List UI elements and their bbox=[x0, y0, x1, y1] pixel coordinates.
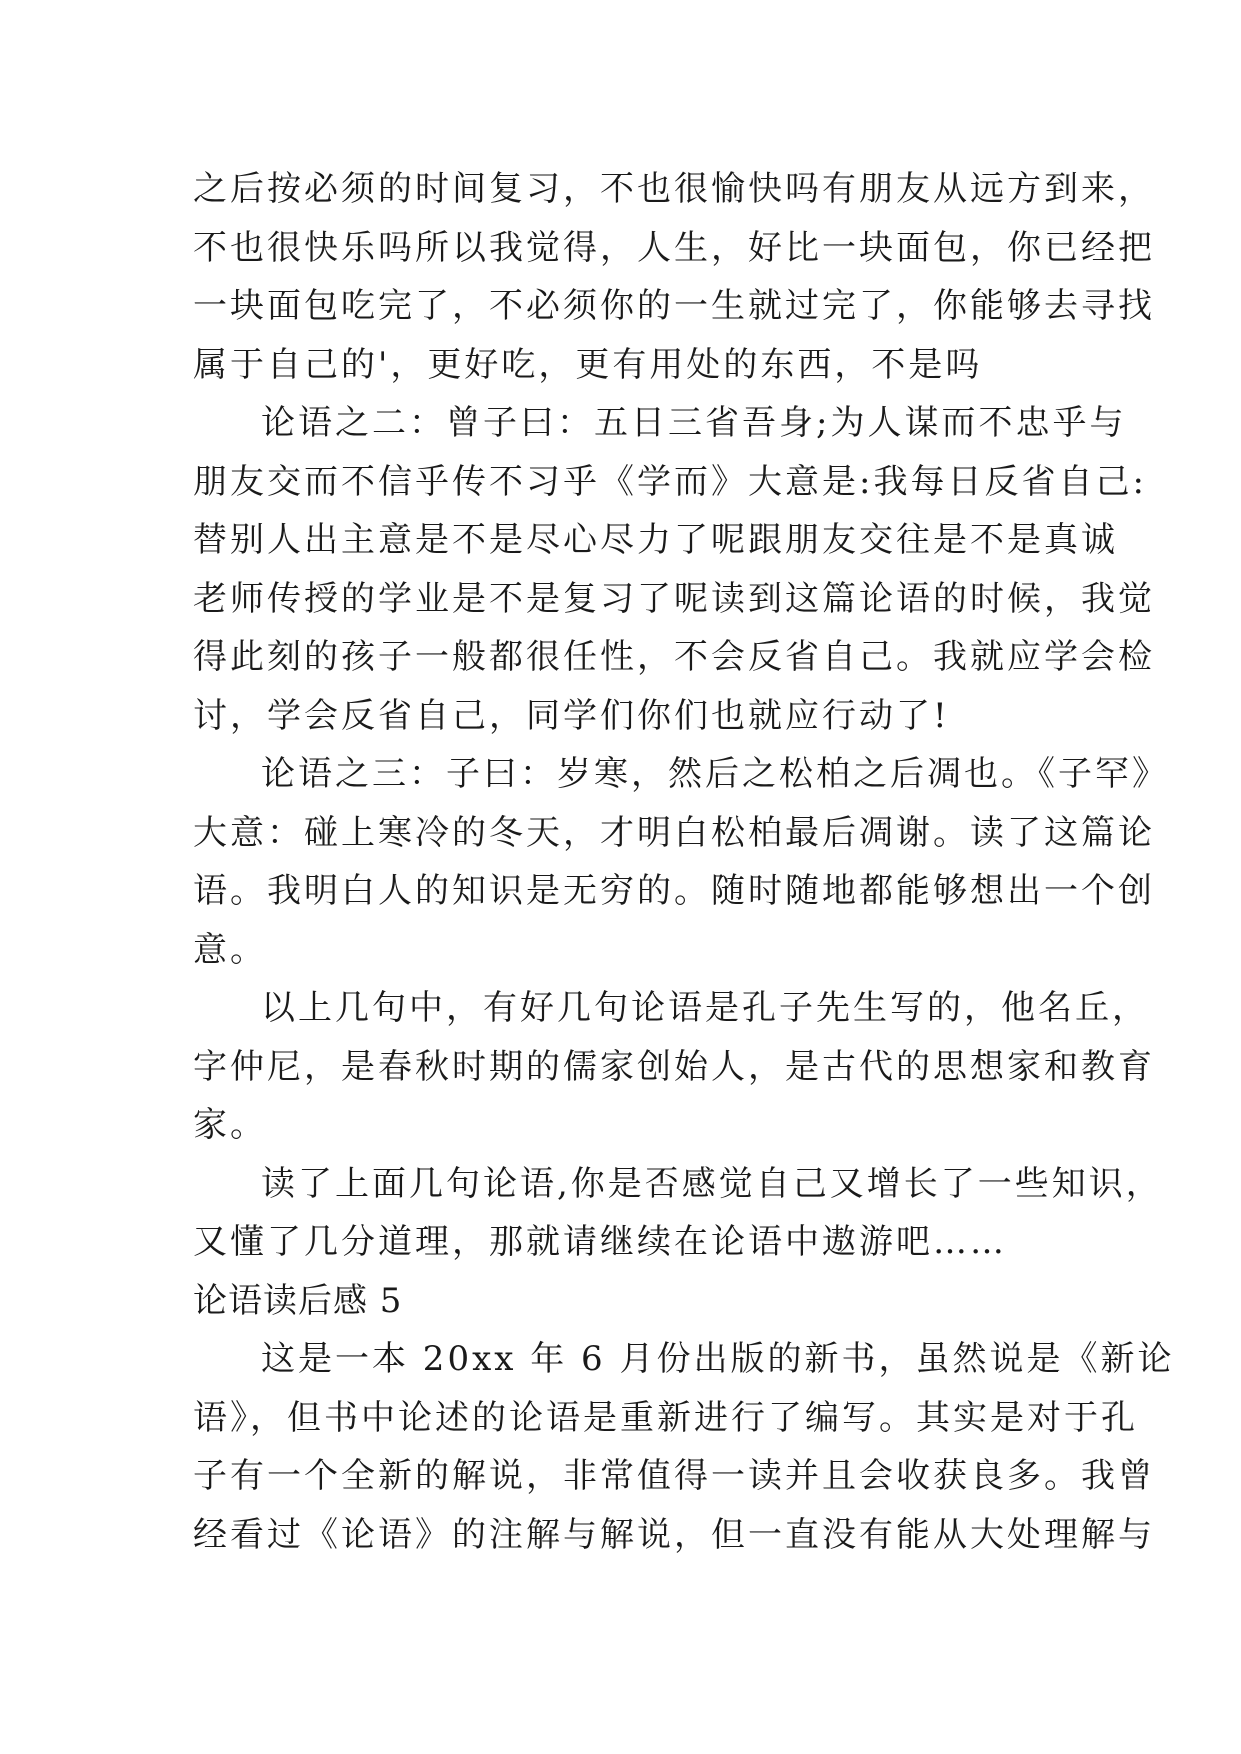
text-line: 属于自己的'，更好吃，更有用处的东西，不是吗 bbox=[193, 344, 983, 385]
text-line: 老师传授的学业是不是复习了呢读到这篇论语的时候，我觉 bbox=[193, 578, 1155, 619]
text-line: 讨，学会反省自己，同学们你们也就应行动了! bbox=[193, 695, 950, 736]
paragraph-start-line: 这是一本 20xx 年 6 月份出版的新书，虽然说是《新论 bbox=[261, 1339, 1175, 1379]
section-heading: 论语读后感 5 bbox=[193, 1280, 403, 1321]
paragraph-start-line: 论语之三：子曰：岁寒，然后之松柏之后凋也。《子罕》 bbox=[261, 754, 1169, 794]
paragraph-start-line: 以上几句中，有好几句论语是孔子先生写的，他名丘， bbox=[261, 988, 1149, 1028]
text-line: 又懂了几分道理，那就请继续在论语中遨游吧…… bbox=[193, 1222, 1007, 1262]
paragraph-start-line: 论语之二：曾子曰：五日三省吾身;为人谋而不忠乎与 bbox=[261, 403, 1127, 443]
text-line: 意。 bbox=[193, 929, 267, 970]
text-line: 替别人出主意是不是尽心尽力了呢跟朋友交往是不是真诚 bbox=[193, 520, 1118, 560]
text-line: 不也很快乐吗所以我觉得，人生，好比一块面包，你已经把 bbox=[193, 227, 1155, 268]
text-line: 字仲尼，是春秋时期的儒家创始人，是古代的思想家和教育 bbox=[193, 1046, 1155, 1087]
paragraph-start-line: 读了上面几句论语,你是否感觉自己又增长了一些知识， bbox=[261, 1163, 1163, 1204]
text-line: 语》，但书中论述的论语是重新进行了编写。其实是对于孔 bbox=[193, 1397, 1138, 1438]
text-line: 之后按必须的时间复习，不也很愉快吗有朋友从远方到来， bbox=[193, 169, 1155, 209]
text-line: 一块面包吃完了，不必须你的一生就过完了，你能够去寻找 bbox=[193, 286, 1155, 326]
text-line: 家。 bbox=[193, 1105, 267, 1145]
text-line: 大意：碰上寒冷的冬天，才明白松柏最后凋谢。读了这篇论 bbox=[193, 812, 1155, 853]
text-line: 经看过《论语》的注解与解说，但一直没有能从大处理解与 bbox=[193, 1514, 1155, 1555]
text-line: 得此刻的孩子一般都很任性，不会反省自己。我就应学会检 bbox=[193, 637, 1155, 677]
text-line: 语。我明白人的知识是无穷的。随时随地都能够想出一个创 bbox=[193, 871, 1155, 911]
text-line: 子有一个全新的解说，非常值得一读并且会收获良多。我曾 bbox=[193, 1456, 1155, 1496]
document-body bbox=[193, 160, 1175, 1564]
text-line: 朋友交而不信乎传不习乎《学而》大意是:我每日反省自己: bbox=[193, 461, 1147, 502]
